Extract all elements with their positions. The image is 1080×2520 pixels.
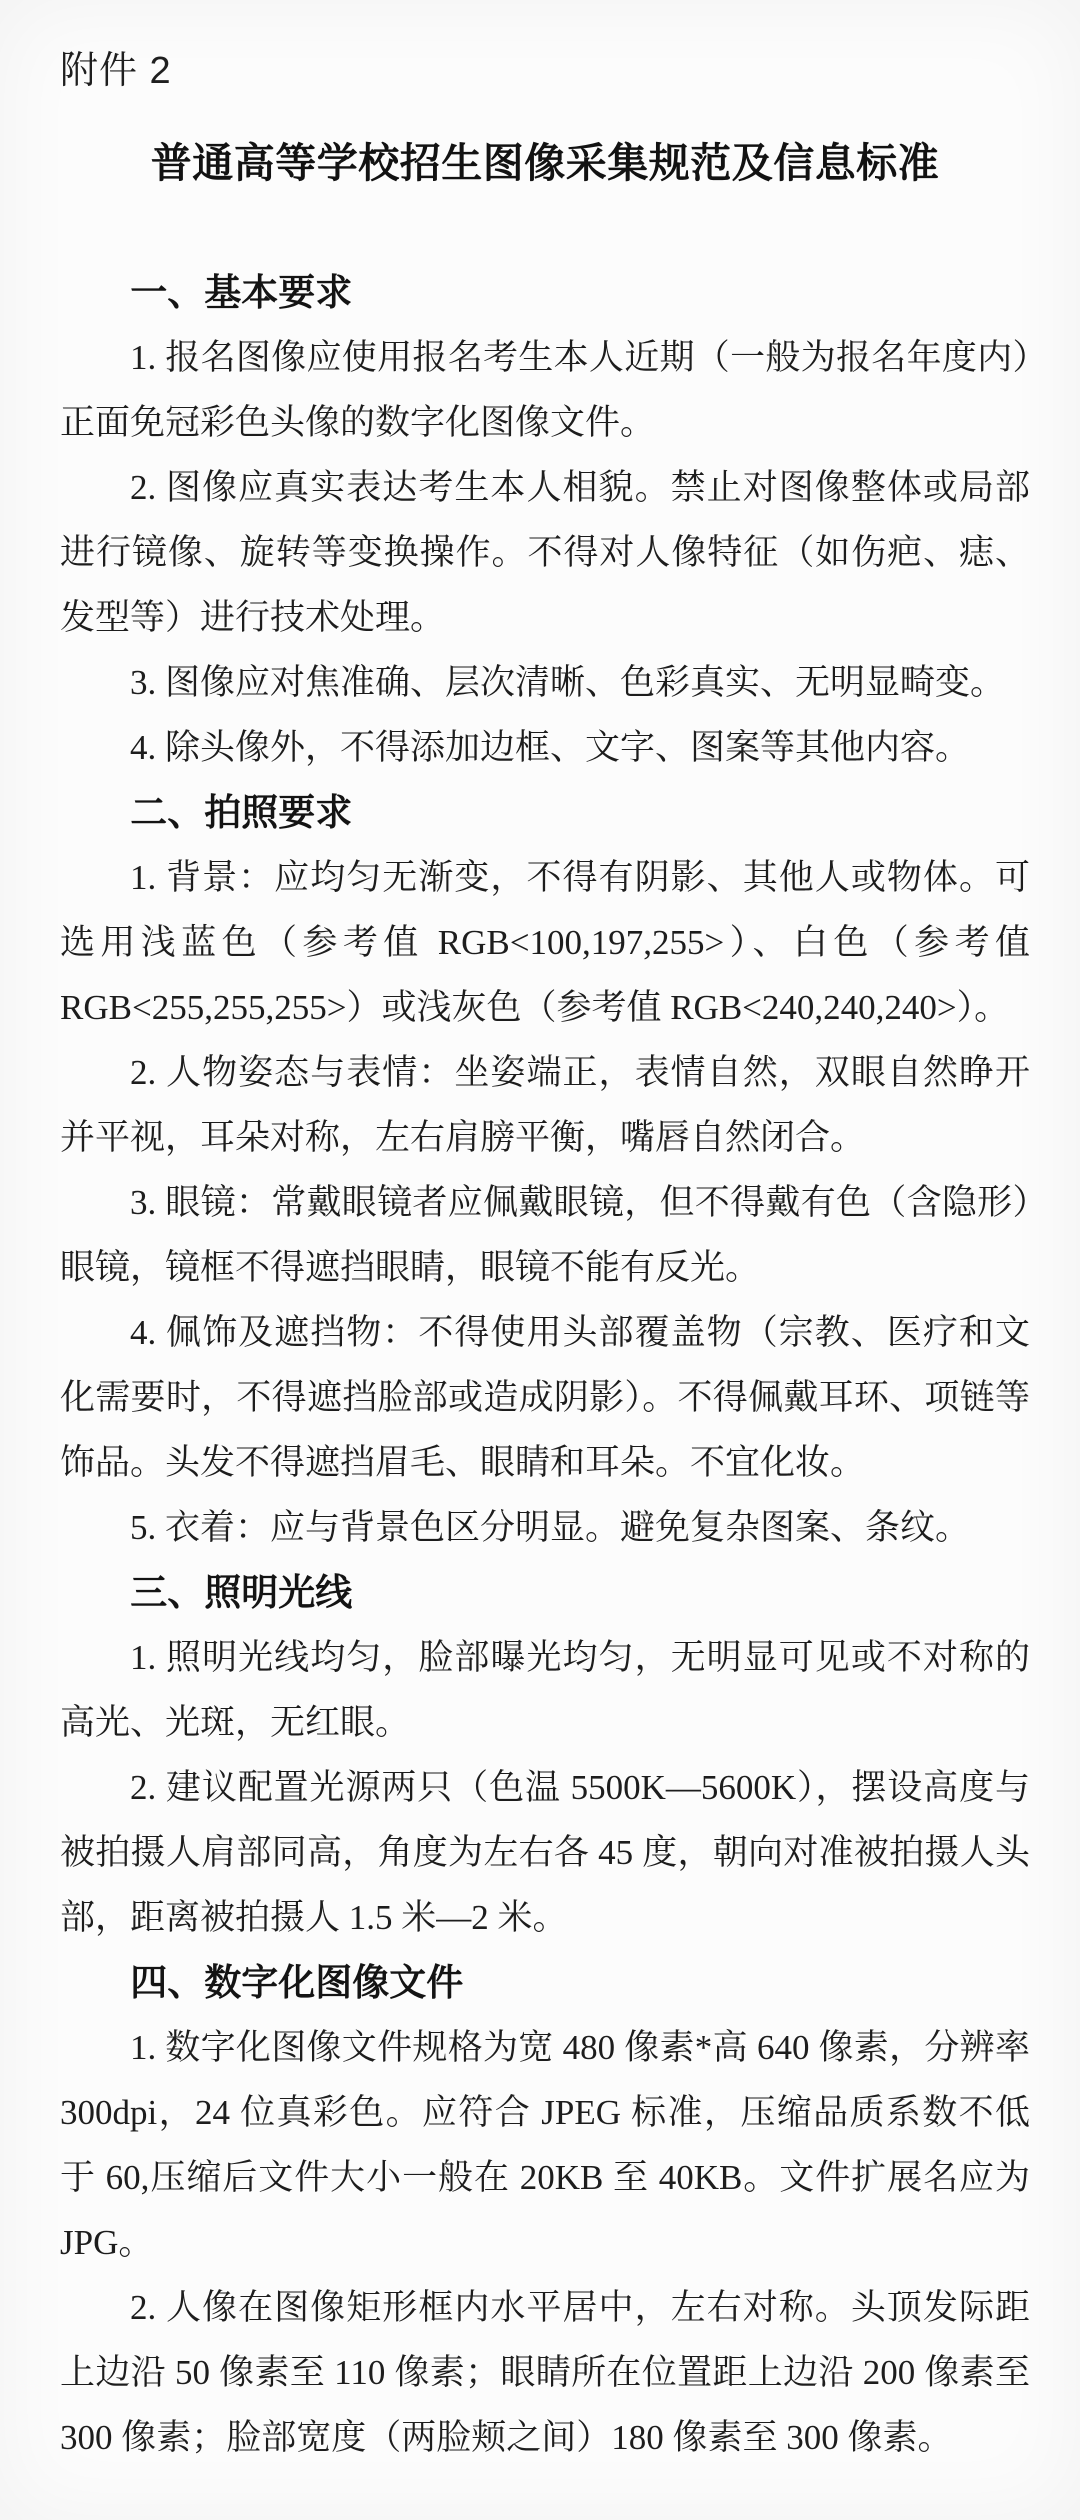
section-heading: 三、照明光线	[130, 1572, 353, 1613]
attachment-label: 附件 2	[60, 50, 172, 92]
section	[60, 780, 1030, 1560]
section	[60, 260, 1030, 780]
paragraph: 5. 衣着：应与背景色区分明显。避免复杂图案、条纹。	[130, 1508, 971, 1547]
paragraph: 1. 照明光线均匀，脸部曝光均匀，无明显可见或不对称的高光、光斑，无红眼。	[60, 1638, 1030, 1742]
page-title: 普通高等学校招生图像采集规范及信息标准	[150, 140, 940, 186]
section	[60, 1560, 1030, 1950]
paragraph: 2. 建议配置光源两只（色温 5500K—5600K），摆设高度与被拍摄人肩部同高，角度为左右各 45 度，朝向对准被拍摄人头部，距离被拍摄人 1.5 米—2 米。	[60, 1768, 1030, 1937]
paragraph: 3. 图像应对焦准确、层次清晰、色彩真实、无明显畸变。	[130, 663, 1006, 702]
document-body	[60, 260, 1030, 2470]
paragraph: 1. 数字化图像文件规格为宽 480 像素*高 640 像素，分辨率 300dpi，24 位真彩色。应符合 JPEG 标准，压缩品质系数不低于 60,压缩后文件大小一般在 20KB 至 40KB。文件扩展名应为 JPG。	[60, 2028, 1030, 2262]
paragraph: 2. 人物姿态与表情：坐姿端正，表情自然，双眼自然睁开并平视，耳朵对称，左右肩膀平衡，嘴唇自然闭合。	[60, 1053, 1030, 1157]
paragraph: 4. 佩饰及遮挡物：不得使用头部覆盖物（宗教、医疗和文化需要时，不得遮挡脸部或造成阴影）。不得佩戴耳环、项链等饰品。头发不得遮挡眉毛、眼睛和耳朵。不宜化妆。	[60, 1313, 1030, 1482]
section-heading: 四、数字化图像文件	[130, 1962, 464, 2003]
paragraph: 1. 报名图像应使用报名考生本人近期（一般为报名年度内）正面免冠彩色头像的数字化图像文件。	[60, 338, 1030, 442]
section-heading: 一、基本要求	[130, 272, 353, 313]
paragraph: 2. 图像应真实表达考生本人相貌。禁止对图像整体或局部进行镜像、旋转等变换操作。不得对人像特征（如伤疤、痣、发型等）进行技术处理。	[60, 468, 1030, 637]
paragraph: 4. 除头像外，不得添加边框、文字、图案等其他内容。	[130, 728, 971, 767]
section	[60, 1950, 1030, 2470]
section-heading: 二、拍照要求	[130, 792, 353, 833]
paragraph: 1. 背景：应均匀无渐变，不得有阴影、其他人或物体。可选用浅蓝色（参考值 RGB<100,197,255>）、白色（参考值 RGB<255,255,255>）或浅灰色（参考值 RGB<240,240,240>）。	[60, 858, 1030, 1027]
paragraph: 3. 眼镜：常戴眼镜者应佩戴眼镜，但不得戴有色（含隐形）眼镜，镜框不得遮挡眼睛，眼镜不能有反光。	[60, 1183, 1030, 1287]
paragraph: 2. 人像在图像矩形框内水平居中，左右对称。头顶发际距上边沿 50 像素至 110 像素；眼睛所在位置距上边沿 200 像素至 300 像素；脸部宽度（两脸颊之间）180 像素至 300 像素。	[60, 2288, 1030, 2457]
